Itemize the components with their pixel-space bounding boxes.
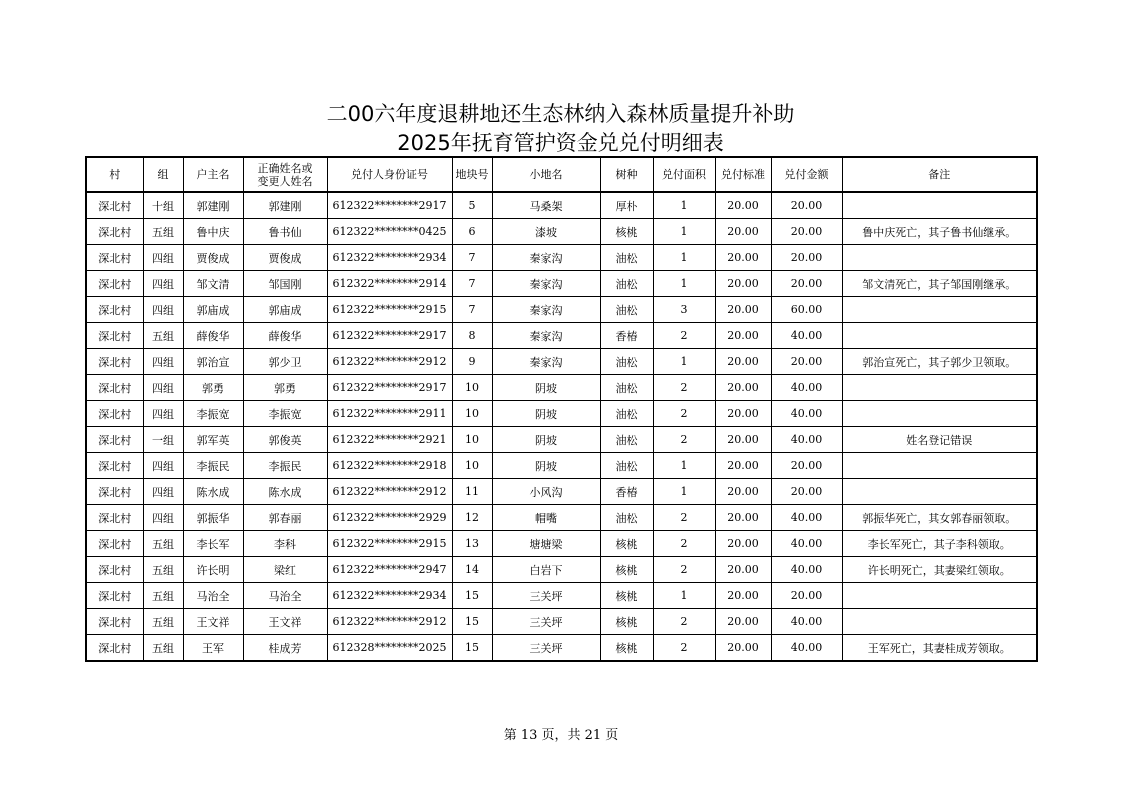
- cell-group: 五组: [143, 635, 183, 662]
- cell-plot-no: 8: [452, 323, 492, 349]
- cell-id-number: 612322********2917: [327, 192, 452, 219]
- cell-correct-name: 王文祥: [243, 609, 327, 635]
- cell-standard: 20.00: [715, 349, 771, 375]
- cell-village: 深北村: [86, 479, 143, 505]
- cell-plot-no: 10: [452, 427, 492, 453]
- cell-amount: 20.00: [771, 192, 842, 219]
- cell-id-number: 612322********2929: [327, 505, 452, 531]
- cell-standard: 20.00: [715, 583, 771, 609]
- table-header: [86, 157, 1037, 192]
- cell-id-number: 612322********2915: [327, 297, 452, 323]
- cell-householder: 鲁中庆: [183, 219, 243, 245]
- cell-group: 五组: [143, 219, 183, 245]
- table-row: [86, 271, 1037, 297]
- cell-householder: 李振宽: [183, 401, 243, 427]
- cell-standard: 20.00: [715, 245, 771, 271]
- cell-group: 四组: [143, 271, 183, 297]
- table-body: [86, 192, 1037, 661]
- cell-correct-name: 郭春丽: [243, 505, 327, 531]
- cell-amount: 40.00: [771, 505, 842, 531]
- cell-place-name: 阴坡: [492, 453, 600, 479]
- cell-correct-name: 薛俊华: [243, 323, 327, 349]
- cell-group: 四组: [143, 505, 183, 531]
- cell-group: 四组: [143, 349, 183, 375]
- table-row: [86, 245, 1037, 271]
- payment-detail-table: [85, 156, 1038, 662]
- cell-village: 深北村: [86, 531, 143, 557]
- table-row: [86, 192, 1037, 219]
- cell-standard: 20.00: [715, 453, 771, 479]
- cell-plot-no: 6: [452, 219, 492, 245]
- cell-area: 2: [653, 401, 715, 427]
- cell-plot-no: 5: [452, 192, 492, 219]
- cell-plot-no: 15: [452, 635, 492, 662]
- cell-householder: 陈水成: [183, 479, 243, 505]
- cell-correct-name: 鲁书仙: [243, 219, 327, 245]
- cell-area: 1: [653, 479, 715, 505]
- cell-group: 五组: [143, 323, 183, 349]
- cell-standard: 20.00: [715, 479, 771, 505]
- cell-amount: 40.00: [771, 427, 842, 453]
- table-row: [86, 583, 1037, 609]
- cell-group: 四组: [143, 245, 183, 271]
- cell-amount: 20.00: [771, 479, 842, 505]
- cell-species: 核桃: [600, 531, 653, 557]
- cell-standard: 20.00: [715, 427, 771, 453]
- document-title-line1: 二00六年度退耕地还生态林纳入森林质量提升补助: [326, 102, 795, 126]
- cell-correct-name: 李科: [243, 531, 327, 557]
- cell-place-name: 三关坪: [492, 609, 600, 635]
- cell-amount: 40.00: [771, 323, 842, 349]
- table-row: [86, 427, 1037, 453]
- table-row: [86, 505, 1037, 531]
- cell-village: 深北村: [86, 427, 143, 453]
- header-plot-no: 地块号: [452, 157, 492, 192]
- cell-village: 深北村: [86, 349, 143, 375]
- cell-plot-no: 12: [452, 505, 492, 531]
- header-correct-name: [243, 157, 327, 192]
- cell-area: 1: [653, 453, 715, 479]
- cell-area: 2: [653, 505, 715, 531]
- table-row: [86, 453, 1037, 479]
- cell-householder: 郭庙成: [183, 297, 243, 323]
- cell-standard: 20.00: [715, 401, 771, 427]
- cell-remark: [842, 479, 1037, 505]
- cell-remark: [842, 453, 1037, 479]
- cell-id-number: 612322********2917: [327, 375, 452, 401]
- cell-id-number: 612322********2934: [327, 583, 452, 609]
- cell-id-number: 612322********2918: [327, 453, 452, 479]
- cell-area: 1: [653, 192, 715, 219]
- cell-plot-no: 10: [452, 401, 492, 427]
- cell-place-name: 阴坡: [492, 375, 600, 401]
- cell-standard: 20.00: [715, 531, 771, 557]
- cell-standard: 20.00: [715, 219, 771, 245]
- cell-id-number: 612322********2912: [327, 349, 452, 375]
- table-row: [86, 557, 1037, 583]
- cell-amount: 40.00: [771, 531, 842, 557]
- cell-area: 2: [653, 635, 715, 662]
- cell-standard: 20.00: [715, 271, 771, 297]
- cell-place-name: 塘塘梁: [492, 531, 600, 557]
- cell-plot-no: 9: [452, 349, 492, 375]
- cell-householder: 邹文清: [183, 271, 243, 297]
- cell-area: 2: [653, 609, 715, 635]
- cell-remark: [842, 583, 1037, 609]
- cell-amount: 20.00: [771, 245, 842, 271]
- cell-id-number: 612328********2025: [327, 635, 452, 662]
- cell-group: 四组: [143, 375, 183, 401]
- cell-remark: 鲁中庆死亡，其子鲁书仙继承。: [842, 219, 1037, 245]
- cell-householder: 王军: [183, 635, 243, 662]
- cell-species: 核桃: [600, 583, 653, 609]
- header-village: 村: [86, 157, 143, 192]
- cell-species: 油松: [600, 375, 653, 401]
- cell-standard: 20.00: [715, 557, 771, 583]
- cell-species: 油松: [600, 245, 653, 271]
- cell-species: 厚朴: [600, 192, 653, 219]
- cell-group: 十组: [143, 192, 183, 219]
- cell-village: 深北村: [86, 609, 143, 635]
- cell-place-name: 帽嘴: [492, 505, 600, 531]
- cell-area: 2: [653, 557, 715, 583]
- cell-village: 深北村: [86, 219, 143, 245]
- table-row: [86, 375, 1037, 401]
- cell-plot-no: 15: [452, 583, 492, 609]
- cell-species: 油松: [600, 453, 653, 479]
- cell-remark: 邹文清死亡，其子邹国刚继承。: [842, 271, 1037, 297]
- cell-householder: 郭勇: [183, 375, 243, 401]
- cell-plot-no: 7: [452, 297, 492, 323]
- cell-village: 深北村: [86, 297, 143, 323]
- cell-area: 3: [653, 297, 715, 323]
- cell-amount: 20.00: [771, 349, 842, 375]
- cell-householder: 马治全: [183, 583, 243, 609]
- page-number: 第 13 页，共 21 页: [503, 728, 619, 743]
- cell-species: 核桃: [600, 609, 653, 635]
- cell-standard: 20.00: [715, 192, 771, 219]
- cell-place-name: 漆坡: [492, 219, 600, 245]
- cell-correct-name: 马治全: [243, 583, 327, 609]
- cell-standard: 20.00: [715, 635, 771, 662]
- cell-place-name: 马桑架: [492, 192, 600, 219]
- header-correct-name-line1: 正确姓名或: [257, 161, 313, 175]
- cell-place-name: 小风沟: [492, 479, 600, 505]
- cell-group: 四组: [143, 479, 183, 505]
- cell-id-number: 612322********0425: [327, 219, 452, 245]
- cell-householder: 郭振华: [183, 505, 243, 531]
- header-amount: 兑付金额: [771, 157, 842, 192]
- cell-standard: 20.00: [715, 323, 771, 349]
- cell-village: 深北村: [86, 192, 143, 219]
- cell-area: 2: [653, 375, 715, 401]
- cell-standard: 20.00: [715, 505, 771, 531]
- cell-householder: 李振民: [183, 453, 243, 479]
- header-correct-name-line2: 变更人姓名: [257, 174, 313, 188]
- cell-village: 深北村: [86, 635, 143, 662]
- header-group: 组: [143, 157, 183, 192]
- cell-id-number: 612322********2917: [327, 323, 452, 349]
- cell-area: 2: [653, 323, 715, 349]
- cell-remark: 郭治宣死亡，其子郭少卫领取。: [842, 349, 1037, 375]
- cell-correct-name: 郭少卫: [243, 349, 327, 375]
- cell-remark: 许长明死亡，其妻梁红领取。: [842, 557, 1037, 583]
- table-row: [86, 635, 1037, 662]
- cell-correct-name: 郭俊英: [243, 427, 327, 453]
- cell-correct-name: 郭勇: [243, 375, 327, 401]
- cell-place-name: 秦家沟: [492, 271, 600, 297]
- cell-species: 油松: [600, 401, 653, 427]
- cell-place-name: 阴坡: [492, 427, 600, 453]
- cell-householder: 郭建刚: [183, 192, 243, 219]
- cell-correct-name: 李振宽: [243, 401, 327, 427]
- table-row: [86, 401, 1037, 427]
- cell-remark: [842, 192, 1037, 219]
- cell-plot-no: 10: [452, 375, 492, 401]
- table-row: [86, 219, 1037, 245]
- cell-plot-no: 14: [452, 557, 492, 583]
- cell-plot-no: 7: [452, 271, 492, 297]
- cell-amount: 40.00: [771, 375, 842, 401]
- cell-amount: 40.00: [771, 635, 842, 662]
- cell-plot-no: 7: [452, 245, 492, 271]
- table-row: [86, 349, 1037, 375]
- cell-remark: 王军死亡，其妻桂成芳领取。: [842, 635, 1037, 662]
- document-title-line2: 2025年抚育管护资金兑兑付明细表: [397, 131, 724, 155]
- cell-amount: 40.00: [771, 557, 842, 583]
- cell-village: 深北村: [86, 453, 143, 479]
- cell-remark: 李长军死亡，其子李科领取。: [842, 531, 1037, 557]
- cell-species: 油松: [600, 505, 653, 531]
- cell-id-number: 612322********2934: [327, 245, 452, 271]
- cell-village: 深北村: [86, 271, 143, 297]
- cell-area: 1: [653, 271, 715, 297]
- cell-area: 2: [653, 427, 715, 453]
- cell-place-name: 秦家沟: [492, 323, 600, 349]
- cell-village: 深北村: [86, 557, 143, 583]
- cell-species: 核桃: [600, 219, 653, 245]
- cell-householder: 王文祥: [183, 609, 243, 635]
- table-row: [86, 531, 1037, 557]
- cell-id-number: 612322********2912: [327, 609, 452, 635]
- cell-area: 2: [653, 531, 715, 557]
- cell-id-number: 612322********2912: [327, 479, 452, 505]
- cell-species: 香椿: [600, 323, 653, 349]
- cell-remark: 郭振华死亡，其女郭春丽领取。: [842, 505, 1037, 531]
- cell-remark: 姓名登记错误: [842, 427, 1037, 453]
- header-standard: 兑付标准: [715, 157, 771, 192]
- header-remark: 备注: [842, 157, 1037, 192]
- cell-group: 四组: [143, 453, 183, 479]
- cell-group: 一组: [143, 427, 183, 453]
- cell-remark: [842, 401, 1037, 427]
- cell-correct-name: 郭庙成: [243, 297, 327, 323]
- cell-remark: [842, 609, 1037, 635]
- cell-remark: [842, 323, 1037, 349]
- cell-id-number: 612322********2947: [327, 557, 452, 583]
- cell-standard: 20.00: [715, 297, 771, 323]
- header-place-name: 小地名: [492, 157, 600, 192]
- cell-place-name: 三关坪: [492, 583, 600, 609]
- cell-species: 油松: [600, 349, 653, 375]
- cell-group: 五组: [143, 583, 183, 609]
- cell-village: 深北村: [86, 375, 143, 401]
- header-row: [86, 157, 1037, 192]
- header-species: 树种: [600, 157, 653, 192]
- header-area: 兑付面积: [653, 157, 715, 192]
- cell-householder: 许长明: [183, 557, 243, 583]
- cell-group: 五组: [143, 609, 183, 635]
- cell-amount: 20.00: [771, 219, 842, 245]
- cell-standard: 20.00: [715, 609, 771, 635]
- cell-plot-no: 11: [452, 479, 492, 505]
- cell-group: 五组: [143, 557, 183, 583]
- cell-species: 香椿: [600, 479, 653, 505]
- cell-village: 深北村: [86, 505, 143, 531]
- cell-species: 油松: [600, 271, 653, 297]
- cell-householder: 李长军: [183, 531, 243, 557]
- cell-place-name: 秦家沟: [492, 349, 600, 375]
- table-row: [86, 297, 1037, 323]
- cell-plot-no: 13: [452, 531, 492, 557]
- cell-correct-name: 桂成芳: [243, 635, 327, 662]
- cell-correct-name: 梁红: [243, 557, 327, 583]
- cell-householder: 郭军英: [183, 427, 243, 453]
- cell-place-name: 秦家沟: [492, 245, 600, 271]
- table-row: [86, 609, 1037, 635]
- cell-group: 五组: [143, 531, 183, 557]
- cell-id-number: 612322********2911: [327, 401, 452, 427]
- cell-correct-name: 陈水成: [243, 479, 327, 505]
- cell-amount: 20.00: [771, 583, 842, 609]
- header-id-number: 兑付人身份证号: [327, 157, 452, 192]
- cell-plot-no: 10: [452, 453, 492, 479]
- cell-householder: 薛俊华: [183, 323, 243, 349]
- cell-village: 深北村: [86, 401, 143, 427]
- cell-place-name: 秦家沟: [492, 297, 600, 323]
- cell-correct-name: 贾俊成: [243, 245, 327, 271]
- cell-remark: [842, 297, 1037, 323]
- table-row: [86, 323, 1037, 349]
- cell-place-name: 三关坪: [492, 635, 600, 662]
- cell-area: 1: [653, 583, 715, 609]
- cell-area: 1: [653, 349, 715, 375]
- cell-remark: [842, 245, 1037, 271]
- cell-correct-name: 郭建刚: [243, 192, 327, 219]
- cell-plot-no: 15: [452, 609, 492, 635]
- cell-area: 1: [653, 219, 715, 245]
- cell-group: 四组: [143, 297, 183, 323]
- cell-id-number: 612322********2921: [327, 427, 452, 453]
- cell-amount: 40.00: [771, 609, 842, 635]
- cell-area: 1: [653, 245, 715, 271]
- cell-village: 深北村: [86, 583, 143, 609]
- cell-amount: 20.00: [771, 271, 842, 297]
- header-householder: 户主名: [183, 157, 243, 192]
- cell-id-number: 612322********2914: [327, 271, 452, 297]
- cell-amount: 60.00: [771, 297, 842, 323]
- cell-species: 油松: [600, 427, 653, 453]
- cell-householder: 贾俊成: [183, 245, 243, 271]
- table-row: [86, 479, 1037, 505]
- cell-species: 核桃: [600, 635, 653, 662]
- cell-village: 深北村: [86, 245, 143, 271]
- cell-householder: 郭治宣: [183, 349, 243, 375]
- cell-village: 深北村: [86, 323, 143, 349]
- cell-id-number: 612322********2915: [327, 531, 452, 557]
- cell-species: 核桃: [600, 557, 653, 583]
- cell-amount: 20.00: [771, 453, 842, 479]
- cell-correct-name: 李振民: [243, 453, 327, 479]
- cell-remark: [842, 375, 1037, 401]
- cell-place-name: 阴坡: [492, 401, 600, 427]
- cell-correct-name: 邹国刚: [243, 271, 327, 297]
- cell-place-name: 白岩下: [492, 557, 600, 583]
- cell-amount: 40.00: [771, 401, 842, 427]
- cell-species: 油松: [600, 297, 653, 323]
- cell-group: 四组: [143, 401, 183, 427]
- cell-standard: 20.00: [715, 375, 771, 401]
